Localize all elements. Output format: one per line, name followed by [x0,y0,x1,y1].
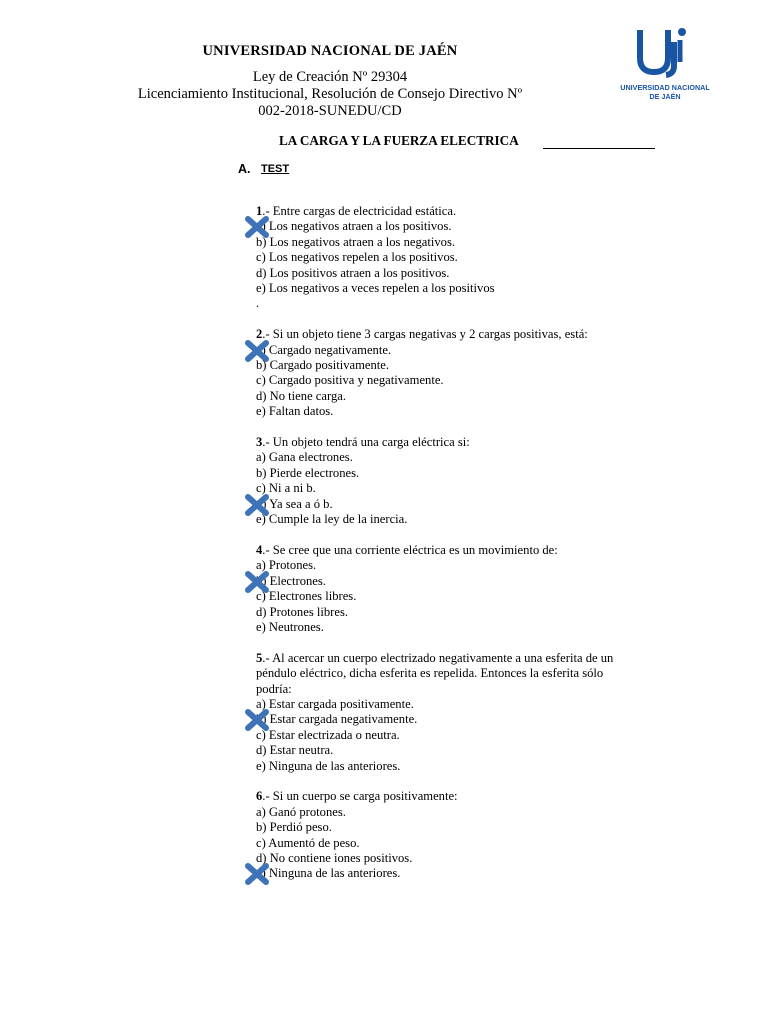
answer-option [256,235,616,250]
answer-option-label: b) Pierde electrones. [256,465,360,480]
answer-option [256,759,616,774]
answer-option-label: b) Perdió peso. [256,820,332,835]
answer-option [256,589,616,604]
answer-option-label: e) Los negativos a veces repelen a los positivos [256,281,495,296]
answer-option-label: a) Los negativos atraen a los positivos. [256,219,452,234]
question-text [256,789,616,804]
answer-option-label: e) Cumple la ley de la inercia. [256,512,408,527]
answer-option [256,450,616,465]
question-text [256,543,616,558]
answer-option-label: d) Estar neutra. [256,743,334,758]
logo-icon [634,26,696,80]
answer-option [256,805,616,820]
answer-option [256,250,616,265]
answer-option [256,728,616,743]
question-number: 5 [256,650,263,665]
answer-option [256,389,616,404]
answer-option-label: e) Ninguna de las anteriores. [256,866,401,881]
answer-option [256,697,616,712]
law-line: Ley de Creación Nº 29304 [252,69,408,85]
question-5 [256,651,616,774]
answer-option-label: b) Electrones. [256,573,326,588]
answer-option-label: d) Protones libres. [256,604,348,619]
answer-option-label: c) Cargado positiva y negativamente. [256,373,444,388]
answer-option-label: d) Ya sea a ó b. [256,496,333,511]
resolution-line: 002-2018-SUNEDU/CD [258,103,402,119]
selected-answer-x-icon [244,862,270,886]
answer-option-label: a) Estar cargada positivamente. [256,696,414,711]
answer-option-label: a) Gana electrones. [256,450,353,465]
answer-option [256,266,616,281]
answer-option-label: . [256,296,260,311]
answer-option-label: e) Neutrones. [256,619,324,634]
answer-option [256,558,616,573]
answer-option-label: a) Protones. [256,558,317,573]
answer-option [256,574,616,589]
answer-option [256,620,616,635]
question-prompt: .- Entre cargas de electricidad estática. [262,204,457,218]
answer-option-label: c) Aumentó de peso. [256,835,360,850]
question-number: 2 [256,327,263,342]
answer-option [256,219,616,234]
answer-option-label: e) Faltan datos. [256,404,334,419]
question-prompt: .- Se cree que una corriente eléctrica es un movimiento de: [262,542,558,557]
title-underline [543,148,655,149]
answer-option-label: c) Ni a ni b. [256,481,316,496]
answer-option-label: c) Electrones libres. [256,589,357,604]
answer-option [256,712,616,727]
answer-option-label: d) No contiene iones positivos. [256,850,413,865]
answer-option [256,851,616,866]
question-text [256,651,616,697]
question-number: 1 [256,204,263,218]
answer-option-label: e) Ninguna de las anteriores. [256,758,401,773]
answer-option [256,820,616,835]
question-prompt: .- Un objeto tendrá una carga eléctrica si: [262,435,470,450]
question-number: 3 [256,435,263,450]
question-6 [256,789,616,881]
answer-option-label: b) Los negativos atraen a los negativos. [256,234,455,249]
answer-option-label: c) Los negativos repelen a los positivos. [256,250,458,265]
answer-option-label: a) Ganó protones. [256,804,346,819]
answer-option [256,866,616,881]
answer-option [256,481,616,496]
licensing-line: Licenciamiento Institucional, Resolución de Consejo Directivo Nº [137,86,523,102]
question-2 [256,327,616,419]
answer-option [256,404,616,419]
question-number: 6 [256,789,263,804]
answer-option [256,358,616,373]
logo-caption: UNIVERSIDAD NACIONAL DE JAÉN [620,83,710,101]
question-prompt: .- Si un cuerpo se carga positivamente: [262,789,458,804]
answer-option [256,466,616,481]
answer-option [256,281,616,296]
question-1 [256,204,616,312]
answer-option [256,836,616,851]
university-logo [610,26,720,106]
answer-option-label: b) Cargado positivamente. [256,358,390,373]
answer-option [256,373,616,388]
question-3 [256,435,616,527]
answer-option [256,497,616,512]
answer-option [256,343,616,358]
question-text [256,435,616,450]
answer-option-label: a) Cargado negativamente. [256,342,392,357]
answer-option [256,296,616,311]
question-4 [256,543,616,635]
question-prompt: .- Al acercar un cuerpo electrizado negativamente a una esferita de un péndulo eléctrico, dicha esferita es repelida. Entonces la esferita sólo podría: [256,650,614,696]
question-prompt: .- Si un objeto tiene 3 cargas negativas y 2 cargas positivas, está: [262,327,588,342]
question-text [256,327,616,342]
question-number: 4 [256,542,263,557]
answer-option [256,605,616,620]
answer-option [256,512,616,527]
answer-option-label: d) Los positivos atraen a los positivos. [256,265,450,280]
question-text [256,204,616,219]
answer-option-label: b) Estar cargada negativamente. [256,712,418,727]
university-name: UNIVERSIDAD NACIONAL DE JAÉN [202,43,458,59]
answer-option-label: c) Estar electrizada o neutra. [256,727,400,742]
section-name: TEST [261,163,290,175]
document-title: LA CARGA Y LA FUERZA ELECTRICA [279,133,519,148]
answer-option-label: d) No tiene carga. [256,388,346,403]
answer-option [256,743,616,758]
question-list [256,204,616,897]
section-letter: A. [238,162,251,176]
